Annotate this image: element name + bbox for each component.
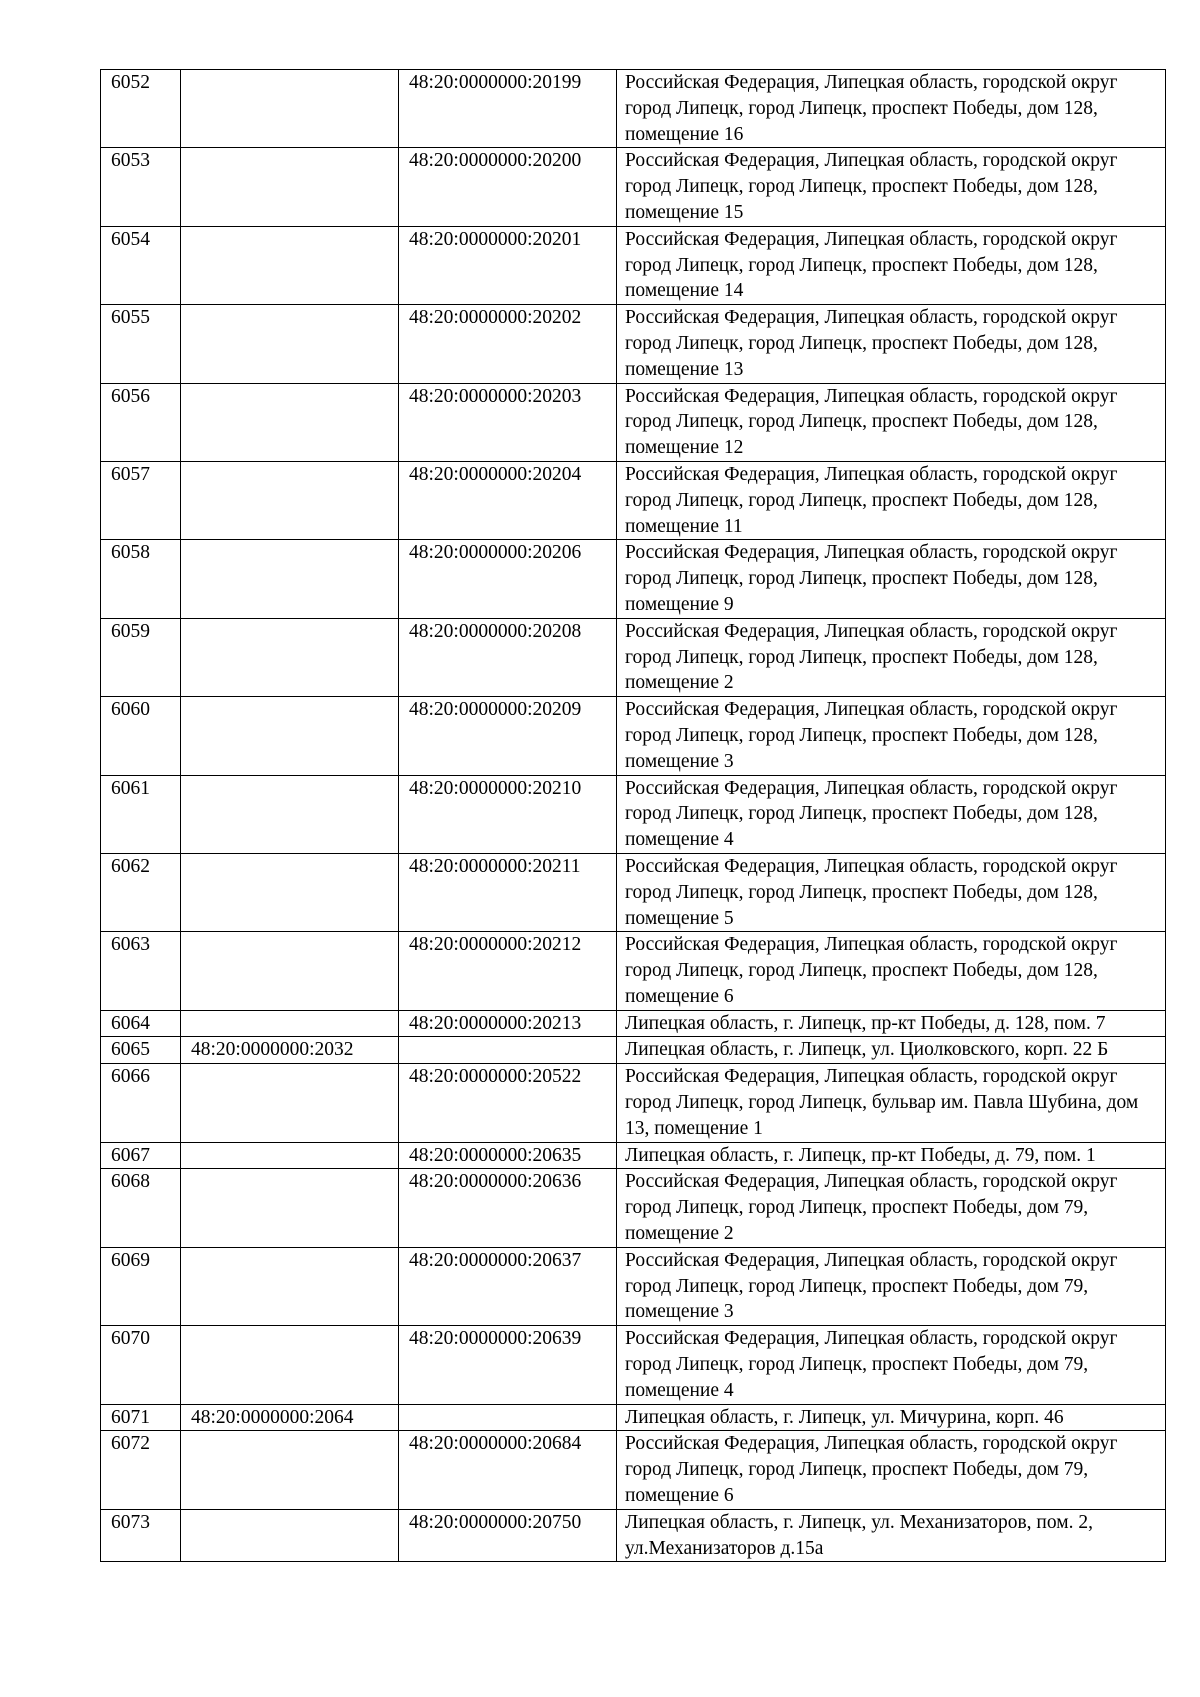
table-row <box>101 1431 1166 1509</box>
parent-cadastral-number-cell <box>181 1169 399 1247</box>
row-number-cell: 6055 <box>101 305 181 383</box>
address-cell: Российская Федерация, Липецкая область, городской округ город Липецк, город Липецк, проспект Победы, дом 128, помещение 3 <box>617 697 1166 775</box>
parent-cadastral-number-cell <box>181 226 399 304</box>
row-number-cell: 6059 <box>101 618 181 696</box>
address-cell: Российская Федерация, Липецкая область, городской округ город Липецк, город Липецк, проспект Победы, дом 79, помещение 2 <box>617 1169 1166 1247</box>
table-row <box>101 932 1166 1010</box>
row-number-cell: 6069 <box>101 1247 181 1325</box>
row-number-cell: 6061 <box>101 775 181 853</box>
address-cell: Российская Федерация, Липецкая область, городской округ город Липецк, город Липецк, проспект Победы, дом 128, помещение 15 <box>617 148 1166 226</box>
table-row <box>101 461 1166 539</box>
row-number-cell: 6073 <box>101 1509 181 1562</box>
address-cell: Российская Федерация, Липецкая область, городской округ город Липецк, город Липецк, проспект Победы, дом 128, помещение 9 <box>617 540 1166 618</box>
parent-cadastral-number-cell <box>181 1010 399 1037</box>
cadastral-number-cell: 48:20:0000000:20203 <box>399 383 617 461</box>
address-cell: Российская Федерация, Липецкая область, городской округ город Липецк, город Липецк, проспект Победы, дом 128, помещение 2 <box>617 618 1166 696</box>
parent-cadastral-number-cell: 48:20:0000000:2032 <box>181 1037 399 1064</box>
cadastral-number-cell: 48:20:0000000:20204 <box>399 461 617 539</box>
table-row <box>101 540 1166 618</box>
row-number-cell: 6054 <box>101 226 181 304</box>
table-row <box>101 1247 1166 1325</box>
table-row <box>101 775 1166 853</box>
address-cell: Липецкая область, г. Липецк, пр-кт Победы, д. 79, пом. 1 <box>617 1142 1166 1169</box>
address-cell: Российская Федерация, Липецкая область, городской округ город Липецк, город Липецк, проспект Победы, дом 128, помещение 6 <box>617 932 1166 1010</box>
address-cell: Российская Федерация, Липецкая область, городской округ город Липецк, город Липецк, бульвар им. Павла Шубина, дом 13, помещение 1 <box>617 1064 1166 1142</box>
parent-cadastral-number-cell <box>181 618 399 696</box>
row-number-cell: 6072 <box>101 1431 181 1509</box>
cadastral-number-cell: 48:20:0000000:20209 <box>399 697 617 775</box>
address-cell: Российская Федерация, Липецкая область, городской округ город Липецк, город Липецк, проспект Победы, дом 79, помещение 3 <box>617 1247 1166 1325</box>
parent-cadastral-number-cell <box>181 775 399 853</box>
table-row <box>101 1169 1166 1247</box>
row-number-cell: 6057 <box>101 461 181 539</box>
cadastral-number-cell <box>399 1404 617 1431</box>
row-number-cell: 6068 <box>101 1169 181 1247</box>
cadastral-number-cell: 48:20:0000000:20639 <box>399 1326 617 1404</box>
cadastral-number-cell: 48:20:0000000:20201 <box>399 226 617 304</box>
cadastral-number-cell: 48:20:0000000:20636 <box>399 1169 617 1247</box>
address-cell: Российская Федерация, Липецкая область, городской округ город Липецк, город Липецк, проспект Победы, дом 128, помещение 16 <box>617 70 1166 148</box>
cadastral-number-cell: 48:20:0000000:20199 <box>399 70 617 148</box>
parent-cadastral-number-cell <box>181 853 399 931</box>
address-cell: Липецкая область, г. Липецк, ул. Механизаторов, пом. 2, ул.Механизаторов д.15а <box>617 1509 1166 1562</box>
address-cell: Липецкая область, г. Липецк, ул. Мичурина, корп. 46 <box>617 1404 1166 1431</box>
row-number-cell: 6070 <box>101 1326 181 1404</box>
row-number-cell: 6065 <box>101 1037 181 1064</box>
register-table-body <box>101 70 1166 1562</box>
parent-cadastral-number-cell <box>181 305 399 383</box>
table-row <box>101 853 1166 931</box>
row-number-cell: 6053 <box>101 148 181 226</box>
address-cell: Российская Федерация, Липецкая область, городской округ город Липецк, город Липецк, проспект Победы, дом 128, помещение 13 <box>617 305 1166 383</box>
address-cell: Российская Федерация, Липецкая область, городской округ город Липецк, город Липецк, проспект Победы, дом 128, помещение 14 <box>617 226 1166 304</box>
table-row <box>101 305 1166 383</box>
property-register-table <box>100 69 1166 1562</box>
row-number-cell: 6056 <box>101 383 181 461</box>
address-cell: Липецкая область, г. Липецк, пр-кт Победы, д. 128, пом. 7 <box>617 1010 1166 1037</box>
parent-cadastral-number-cell <box>181 1431 399 1509</box>
parent-cadastral-number-cell <box>181 1509 399 1562</box>
row-number-cell: 6058 <box>101 540 181 618</box>
address-cell: Российская Федерация, Липецкая область, городской округ город Липецк, город Липецк, проспект Победы, дом 128, помещение 4 <box>617 775 1166 853</box>
cadastral-number-cell: 48:20:0000000:20212 <box>399 932 617 1010</box>
row-number-cell: 6063 <box>101 932 181 1010</box>
row-number-cell: 6066 <box>101 1064 181 1142</box>
address-cell: Российская Федерация, Липецкая область, городской округ город Липецк, город Липецк, проспект Победы, дом 128, помещение 5 <box>617 853 1166 931</box>
parent-cadastral-number-cell <box>181 70 399 148</box>
table-row <box>101 148 1166 226</box>
row-number-cell: 6062 <box>101 853 181 931</box>
table-row <box>101 1037 1166 1064</box>
cadastral-number-cell: 48:20:0000000:20202 <box>399 305 617 383</box>
table-row <box>101 618 1166 696</box>
table-row <box>101 1326 1166 1404</box>
parent-cadastral-number-cell <box>181 1326 399 1404</box>
table-row <box>101 1010 1166 1037</box>
table-row <box>101 1064 1166 1142</box>
address-cell: Российская Федерация, Липецкая область, городской округ город Липецк, город Липецк, проспект Победы, дом 79, помещение 4 <box>617 1326 1166 1404</box>
table-row <box>101 1509 1166 1562</box>
table-row <box>101 697 1166 775</box>
parent-cadastral-number-cell <box>181 383 399 461</box>
table-row <box>101 226 1166 304</box>
address-cell: Российская Федерация, Липецкая область, городской округ город Липецк, город Липецк, проспект Победы, дом 128, помещение 11 <box>617 461 1166 539</box>
cadastral-number-cell: 48:20:0000000:20210 <box>399 775 617 853</box>
cadastral-number-cell: 48:20:0000000:20637 <box>399 1247 617 1325</box>
cadastral-number-cell: 48:20:0000000:20522 <box>399 1064 617 1142</box>
row-number-cell: 6052 <box>101 70 181 148</box>
cadastral-number-cell: 48:20:0000000:20211 <box>399 853 617 931</box>
parent-cadastral-number-cell <box>181 1064 399 1142</box>
cadastral-number-cell: 48:20:0000000:20213 <box>399 1010 617 1037</box>
table-row <box>101 70 1166 148</box>
parent-cadastral-number-cell <box>181 1142 399 1169</box>
parent-cadastral-number-cell <box>181 461 399 539</box>
address-cell: Российская Федерация, Липецкая область, городской округ город Липецк, город Липецк, проспект Победы, дом 79, помещение 6 <box>617 1431 1166 1509</box>
cadastral-number-cell: 48:20:0000000:20208 <box>399 618 617 696</box>
cadastral-number-cell: 48:20:0000000:20684 <box>399 1431 617 1509</box>
row-number-cell: 6060 <box>101 697 181 775</box>
parent-cadastral-number-cell: 48:20:0000000:2064 <box>181 1404 399 1431</box>
parent-cadastral-number-cell <box>181 697 399 775</box>
table-row <box>101 1404 1166 1431</box>
parent-cadastral-number-cell <box>181 540 399 618</box>
cadastral-number-cell: 48:20:0000000:20200 <box>399 148 617 226</box>
row-number-cell: 6064 <box>101 1010 181 1037</box>
cadastral-number-cell: 48:20:0000000:20635 <box>399 1142 617 1169</box>
row-number-cell: 6067 <box>101 1142 181 1169</box>
cadastral-number-cell <box>399 1037 617 1064</box>
parent-cadastral-number-cell <box>181 148 399 226</box>
cadastral-number-cell: 48:20:0000000:20206 <box>399 540 617 618</box>
parent-cadastral-number-cell <box>181 932 399 1010</box>
address-cell: Липецкая область, г. Липецк, ул. Циолковского, корп. 22 Б <box>617 1037 1166 1064</box>
cadastral-number-cell: 48:20:0000000:20750 <box>399 1509 617 1562</box>
address-cell: Российская Федерация, Липецкая область, городской округ город Липецк, город Липецк, проспект Победы, дом 128, помещение 12 <box>617 383 1166 461</box>
row-number-cell: 6071 <box>101 1404 181 1431</box>
table-row <box>101 383 1166 461</box>
table-row <box>101 1142 1166 1169</box>
parent-cadastral-number-cell <box>181 1247 399 1325</box>
